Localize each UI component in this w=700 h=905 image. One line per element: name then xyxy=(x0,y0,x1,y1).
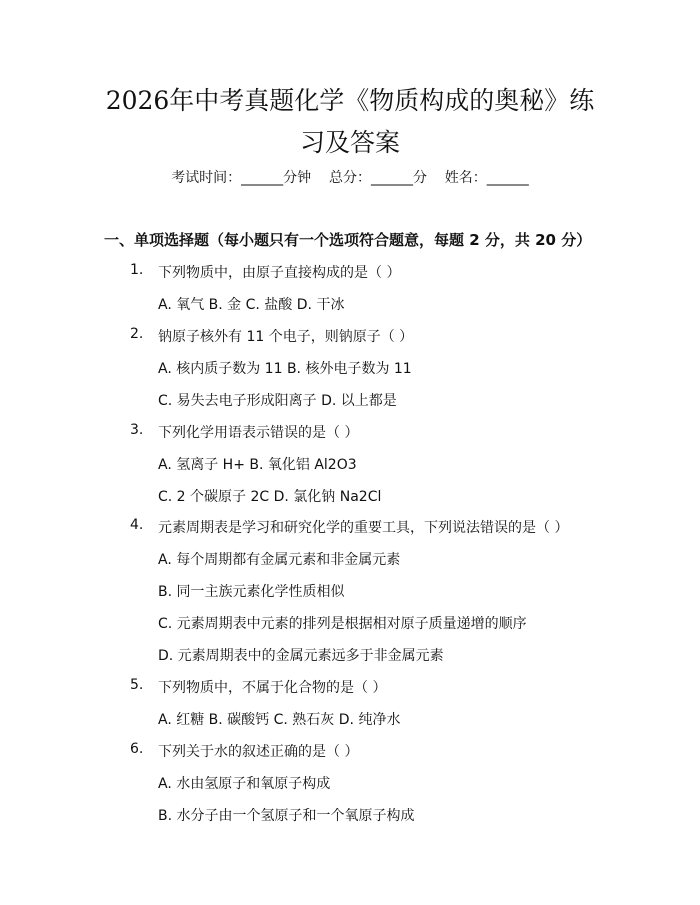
option-line: B. 水分子由一个氢原子和一个氧原子构成 xyxy=(158,808,415,824)
question-number: 5. xyxy=(130,677,144,693)
question-text: 下列物质中，由原子直接构成的是（ ） xyxy=(158,265,401,281)
question-number: 3. xyxy=(130,422,144,438)
option-line: C. 元素周期表中元素的排列是根据相对原子质量递增的顺序 xyxy=(158,616,527,632)
option-line: A. 氢离子 H+ B. 氧化铝 Al2O3 xyxy=(158,457,357,473)
question-text: 下列物质中，不属于化合物的是（ ） xyxy=(158,680,387,696)
document-title xyxy=(60,80,640,164)
exam-info-line: 考试时间：______分钟 总分：______分 姓名：______ xyxy=(171,170,529,186)
question-text: 下列化学用语表示错误的是（ ） xyxy=(158,425,359,441)
option-line: B. 同一主族元素化学性质相似 xyxy=(158,584,345,600)
option-line: A. 每个周期都有金属元素和非金属元素 xyxy=(158,552,401,568)
question-number: 2. xyxy=(130,326,144,342)
question-text: 下列关于水的叙述正确的是（ ） xyxy=(158,744,359,760)
option-line: A. 红糖 B. 碳酸钙 C. 熟石灰 D. 纯净水 xyxy=(158,712,401,728)
section-title: 一、单项选择题（每小题只有一个选项符合题意，每题 2 分，共 20 分） xyxy=(104,231,592,249)
option-line: D. 元素周期表中的金属元素远多于非金属元素 xyxy=(158,648,444,664)
option-line: A. 核内质子数为 11 B. 核外电子数为 11 xyxy=(158,361,412,377)
title-line-1: 2026年中考真题化学《物质构成的奥秘》练 xyxy=(105,86,595,115)
question-number: 6. xyxy=(130,741,144,757)
title-line-2: 习及答案 xyxy=(299,128,400,157)
option-line: C. 易失去电子形成阳离子 D. 以上都是 xyxy=(158,393,397,409)
question-number: 4. xyxy=(130,517,144,533)
option-line: A. 氧气 B. 金 C. 盐酸 D. 干冰 xyxy=(158,297,345,313)
option-line: C. 2 个碳原子 2C D. 氯化钠 Na2Cl xyxy=(158,489,382,505)
option-line: A. 水由氢原子和氧原子构成 xyxy=(158,776,331,792)
question-text: 元素周期表是学习和研究化学的重要工具，下列说法错误的是（ ） xyxy=(158,520,569,536)
question-number: 1. xyxy=(130,262,144,278)
question-text: 钠原子核外有 11 个电子，则钠原子（ ） xyxy=(158,329,414,345)
